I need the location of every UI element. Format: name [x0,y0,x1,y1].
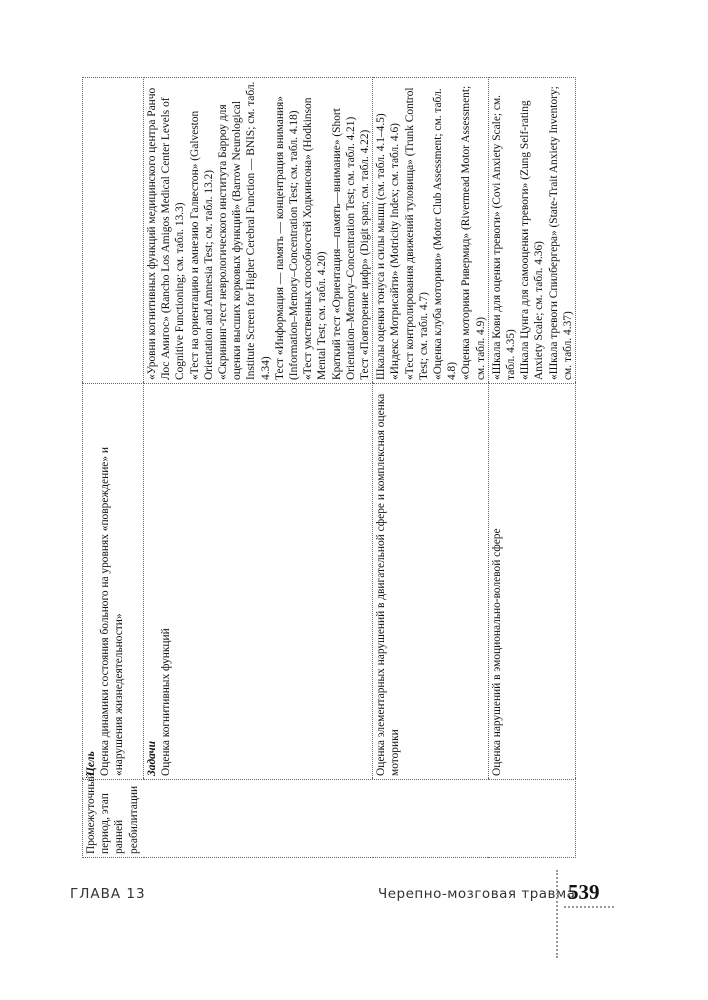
goal-heading: Цель [85,751,97,776]
section-title: Черепно-мозговая травма [378,886,576,902]
page-number: 539 [568,880,600,904]
tools-cell [373,78,489,384]
task-cell [144,384,373,780]
task-cell: Оценка элементарных нарушений в двигательной сфере и комплексная оценка моторики [373,384,489,780]
tools-cell [144,78,373,384]
goal-tools-cell [83,78,144,384]
table-row [144,78,373,858]
task-text: Оценка когнитивных функций [160,628,173,776]
tool-item: «Оценка клуба моторики» (Motor Club Assessment; см. табл. 4.8) [432,88,459,380]
tool-item: «Тест контролирования движений туловища» (Trunk Control Test; см. табл. 4.7) [403,87,430,380]
goal-cell [83,384,144,780]
chapter-label: ГЛАВА 13 [70,886,146,902]
footer-divider [556,870,558,958]
tool-item: «Индекс Мотрисайти» (Motricity Index; см. табл. 4.6) [389,123,402,380]
tool-item: «Шкала Цунга для самооценки тревоги» (Zung Self-rating Anxiety Scale; см. табл. 4.36) [519,100,546,380]
table-row [373,78,489,858]
tool-item: «Скрининг-тест неврологического института Барроу для оценки высших корковых функций» (Barrow Neurological Institute Screen for Higher Cerebral Function — BNIS; см. табл. 4.34) [217,81,272,380]
rehabilitation-assessment-table [82,77,576,858]
tool-item: «Тест умственных способностей Ходкинсона» (Hodkinson Mental Test; см. табл. 4.20) [302,97,329,380]
goal-text: Оценка динамики состояния больного на уровнях «повреждение» и «нарушения жизнедеятельности» [99,447,126,776]
tool-item: Тест «Повторение цифр» (Digit span; см. табл. 4.22) [359,129,372,380]
tool-item: «Оценка моторики Ривермид» (Rivermead Motor Assessment; см. табл. 4.9) [460,85,487,380]
period-cell: Промежуточный период, этап ранней реабилитации [83,780,576,858]
table-row [83,78,144,858]
tool-item: «Уровни когнитивных функций медицинского центра Ранчо Лос Амигос» (Rancho Los Amigos Medical Center Levels of Cognitive Functioning; см. табл. 13.3) [146,87,187,380]
tool-item: Шкалы оценки тонуса и силы мышц (см. табл. 4.1–4.5) [375,113,388,380]
table-row [488,78,575,858]
tool-item: «Шкала Кови для оценки тревоги» (Covi Anxiety Scale; см. табл. 4.35) [490,95,518,380]
tools-cell [488,78,575,384]
tool-item: «Шкала тревоги Спилбергера» (State-Trait Anxiety Inventory; см. табл. 4.37) [547,86,574,380]
tool-item: «Тест на ориентацию и амнезию Галвестон» (Galveston Orientation and Amnesia Test; см. табл. 13.2) [188,110,215,380]
task-cell: Оценка нарушений в эмоционально-волевой сфере [488,384,575,780]
rotated-table-wrapper [82,78,574,858]
tool-item: Краткий тест «Ориентация—память—внимание» (Short Orientation–Memory–Concentration Test; см. табл. 4.21) [330,108,357,380]
tool-item: Тест «Информация — память — концентрация внимания» (Information–Memory–Concentration Test; см. табл. 4.18) [273,96,301,380]
tasks-heading: Задачи [146,740,158,776]
page-number-underline [564,906,614,908]
